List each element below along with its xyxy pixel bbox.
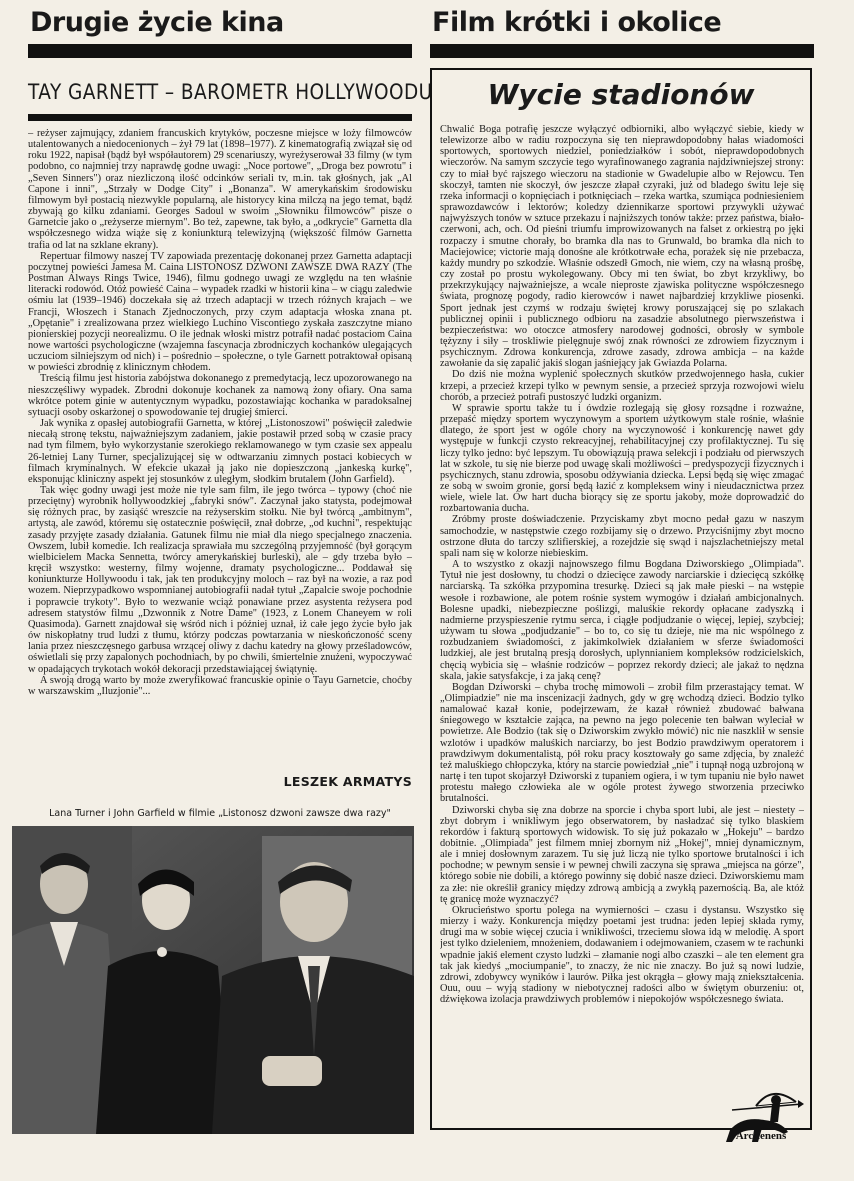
right-paragraph: Bogdan Dziworski – chyba trochę mimowoli – zrobił film przerastający temat. W „Olimpiadzie" nie ma inscenizacji żadnych, gdy w grę wchodzą dzieci. Bodzio tylko namalować kazał konie, podejrzewam, że kazał również zbudować bałwana śniegowego w kształcie zająca, na pewno na jego polecenie ten bałwan wyleciał w powietrze. Ale Bodzio (tak się o Dziworskim zwykło mówić) nic nie naszklił w sensie wzlotów i upadków maluśkich narciarzy, bo jest Bodzio prawdziwym operatorem i prawdziwym dokumentalistą, pół roku pracy kosztowały go same zdjęcia, by znaleźć też maluśkiego chłopczyka, który na starcie powiedział „nie" i tupnął nogą uzbrojoną w nartę i ten tupot skojarzył Dziworski z tupaniem ogiera, i w tym tupaniu nie było nawet protestu małego człowieka ale w ogóle protest żywego stworzenia przeciwko brutalności. (440, 681, 804, 805)
left-article-title-block (28, 74, 433, 110)
section-header-left: Drugie życie kina (30, 7, 284, 38)
left-title-rule (28, 114, 412, 121)
film-still-illustration (12, 826, 414, 1134)
section-header-right: Film krótki i okolice (432, 7, 722, 38)
header-rule-left (28, 44, 412, 58)
left-paragraph: Jak wynika z opasłej autobiografii Garnetta, w której „Listonoszowi" poświęcił zaledwie niecałą stronę tekstu, najważniejszym zadaniem, jakie postawił przed sobą w czasie pracy nad tym filmem, było wykorzystanie szerokiego reklamowanego w tym czasie sex appealu 26-letniej Lany Turner, specjalizującej się w odtwarzaniu zimnych postaci kobiecych w filmach kryminalnych. W efekcie ukazał ją jako nie dopieszczoną „jankeską kurkę", eksponując kliniczny aspekt jej stosunków z uległym, słodkim brutalem (John Garfield). (28, 418, 412, 485)
left-article-body (28, 128, 412, 776)
column-logo-label: Arcitenens (735, 1130, 787, 1142)
header-rule-right (430, 44, 814, 58)
left-paragraph: Treścią filmu jest historia zabójstwa dokonanego z premedytacją, lecz upozorowanego na nieszczęśliwy wypadek. Zbrodni dokonuje kochanek za namową żony ofiary. Ona sama wkrótce potem ginie w autentycznym wypadku, pozostawiając kochanka w paradoksalnej sytuacji osoby oskarżonej o spowodowanie tej drugiej śmierci. (28, 373, 412, 418)
right-paragraph: W sprawie sportu także tu i ówdzie rozlegają się głosy rozsądne i rozważne, przepaść między sportem wyczynowym a sportem użytkowym stale rośnie, właśnie dlatego, że sport jest w ogóle chory na wyczynowość i konkurencję nawet gdy występuje w funkcji czysto rekreacyjnej, rehabilitacyjnej czy profilaktycznej. Tu się liczy tylko jedno: być lepszym. Tu obowiązują prawa selekcji i podziału od pierwszych lat w szkole, tu się nie bierze pod uwagę skali możliwości – predyspozycji fizycznych i psychicznych, stanu zdrowia, sposobu odżywiania dziecka. Lepsi będą się więc zmagać ze sobą w swoim gronie, gorsi będą łazić z kompleksem winy i nieudacznictwa przez wiele, wiele lat. Ów hart ducha biorący się ze sportu jakoby, może doprowadzić do rozbartowania ducha. (440, 402, 804, 515)
film-still-photo (12, 826, 414, 1134)
right-article-title: Wycie stadionów (487, 78, 755, 111)
right-paragraph: Okrucieństwo sportu polega na wymierności – czasu i dystansu. Wszystko się mierzy i waży. Konkurencja między poetami jest trudna: jeden lepiej składa rymy, drugi ma w sobie więcej czucia i wnikliwości, trzeciemu słowa idą w melodię. A sport jest tylko dzieleniem, mnożeniem, dodawaniem i odejmowaniem, czasem w te rachunki wpadnie jakiś element czysto ludzki – złamanie nogi albo czaszki – ale ten element gra tak jak kiedyś „mociumpanie", to znaczy, że nic nie znaczy. Bo już są nowi ludzie, zdrowi, zdobywcy wyników i laurów. Piłka jest okrągła – głowy mają zniekształcenia. Ouu, ouu – wyją stadiony w niebotycznej radości albo w świętym oburzeniu: ot, dźwiękowa izolacja prawdziwych problemów i niepokojów współczesnego świata. (440, 904, 804, 1006)
right-paragraph: Zróbmy proste doświadczenie. Przyciskamy zbyt mocno pedał gazu w naszym samochodzie, w następstwie czego rozbijamy się o drzewo. Przyciśnijmy zbyt mocno ostrzone dłuta do tarczy szlifierskiej, a rozejdzie się swąd i najszlachetniejszy metal spali nam się w kolorze niebieskim. (440, 514, 804, 559)
photo-caption: Lana Turner i John Garfield w filmie „Listonosz dzwoni zawsze dwa razy" (49, 808, 391, 819)
left-paragraph: Repertuar filmowy naszej TV zapowiada prezentację dokonanej przez Garnetta adaptacji poczytnej powieści Jamesa M. Caina LISTONOSZ DZWONI ZAWSZE DWA RAZY (The Postman Always Rings Twice, 1946), filmu godnego uwagi ze względu na ten właśnie literacki rodowód. Otóż powieść Caina – wypadek rzadki w historii kina – w ciągu zaledwie ośmiu lat (1939–1946) doczekała się aż trzech adaptacji w trzech różnych krajach – we Francji, Włoszech i Stanach Zjednoczonych, przy czym adaptacja włoska znana pt. „Opętanie" i zrealizowana przez wielkiego Luchino Viscontiego zyskała zaszczytne miano pionierskiej pozycji neorealizmu. O ile jednak włoski mistrz potrafił nadać postaciom Caina nowe wartości psychologiczne (wzajemna fascynacja zbrodniczych kochanków ulegających uczuciom silniejszym od nich) i – pośrednio – społeczne, o tyle Garnett potraktował opisaną w powieści zbrodnię z klinicznym chłodem. (28, 250, 412, 374)
right-article-body (440, 124, 804, 1124)
right-paragraph: A to wszystko z okazji najnowszego filmu Bogdana Dziworskiego „Olimpiada". Tytuł nie jest dosłowny, tu chodzi o dziecięce zawody narciarskie i dziecięcą szkółkę narciarską. Ta szkółka przypomina tresurkę. Dzieci są jak małe pieski – na wstępie wesołe i rozbawione, ale potem rośnie system wymogów i działań ambicjonalnych. Bolesne upadki, niebezpieczne poślizgi, maluśkie rekordy opłacane zadyszką i nadmierne przyspieszenie rytmu serca, i ciągłe podjudzanie o więcej, lepiej, szybciej; używam tu słowa „podjudzanie" – bo to, co się tu dzieje, nie ma nic wspólnego z rozbudzaniem świadomości, z jakimkolwiek działaniem w sferze świadomości ludzkiej, ale jest brutalną presją dorosłych, uplynnianiem kompleksów rodzicielskich, chęcią wybicia się – właśnie rodziców – poprzez rekordy dzieci; ale jakaż to nędzna skala, jakie satysfakcje, i za jaką cenę? (440, 559, 804, 682)
article-author: LESZEK ARMATYS (283, 774, 412, 789)
left-paragraph: A swoją drogą warto by może zweryfikować francuskie opinie o Tayu Garnetcie, choćby w warszawskim „Iluzjonie"... (28, 674, 412, 697)
left-article-title: TAY GARNETT – BAROMETR HOLLYWOODU (28, 80, 433, 104)
right-paragraph: Do dziś nie można wyplenić społecznych skutków przedwojennego hasła, cukier krzepi, a przecież krzepi tylko w pewnym sensie, a przecież sprzyja rozwojowi wielu chorób, a przecież potrafi pustoszyć ludzki organizm. (440, 369, 804, 403)
right-paragraph: Chwalić Boga potrafię jeszcze wyłączyć odbiorniki, albo wyłączyć siebie, kiedy w telewizorze albo w radiu rozpoczyna się ten nieprawdopodobny hałas wiadomości sportowych, sportowych niedziel, poniedziałków i sobót, nieprawdopodobnych wieczorów. Na samym szczycie tego wyrafinowanego zagrania najdziwniejszej strony: czy to miał być rajszego wieczoru na stadionie w Gwadelupie albo w Rejowcu. Ten skoczył, tamten nie skoczył, ów jeszcze złapał czyraki, już od bladego świtu leje się rzeka informacji o kopnięciach i potknięciach – rzeka wartka, szumiąca podniesieniem sprawozdawców i lektorów; koledzy dziennikarze sportowi przywykli używać najwyższych tonów w sztuce przekazu i najniższych tonów także: przez państwa, biało-czerwoni, ach, och. Od pieśni triumfu improwizowanych na falset z orkiestrą po jęki rozpaczy i smutne chorały, bo bramka dla nas to Grunwald, bo bramka dla nich to Maciejowice; victorie mają donośne ale krótkotrwałe echa, porażek się nie przebacza, każdy mundry po szkodzie. Właśnie odszedł Gmoch, nie wiem, czy na własną prośbę, czy został po prostu wykolegowany. Obcy mi ten świat, bo zbyt krzykliwy, bo przekrzykujący najważniejsze, a wcale nieproste zjawiska polityczne współczesnego świata, prognozę pogody, radio kierowców i nawet najbardziej krzykliwe piosenki. Sport jednak jest czymś w rodzaju świętej krowy poruszającej się po szlakach publicznej opinii i publicznego odbioru na zasadzie absolutnego pierwszeństwa i bezpieczeństwa: wo otoczce atmosfery narodowej godności, obrosły w symbole tężyzny i siły – troskliwie pielęgnuje swój znak równości ze zdrowiem fizycznym i psychicznym. Zdrowa konkurencja, zdrowe zasady, zdrowa ambicja – na każde zawołanie da się zapalić jakiś slogan jaśniejący jak Gwiazda Polarna. (440, 124, 804, 370)
left-paragraph: – reżyser zajmujący, zdaniem francuskich krytyków, poczesne miejsce w loży filmowców utalentowanych a niedocenionych – żył 79 lat (1898–1977). Z kinematografią związał się od roku 1922, napisał (bądź był współautorem) 29 scenariuszy, wyreżyserował 33 filmy (w tym podobno, co najmniej trzy naprawdę godne uwagi: „Noce portowe", „Droga bez powrotu" i „Seven Sinners") oraz niezliczoną ilość odcinków seriali tv, m.in. tak głośnych, jak „Al Capone i inni", „Strzały w Dodge City" i „Bonanza". W amerykańskim środowisku filmowym był postacią niezwykle popularną, ale historycy kina milczą na jego temat, bądź zbywają go kilku zdaniami. Georges Sadoul w swoim „Słowniku filmowców" pisze o Garnetcie jako o „reżyserze miernym". Bo też, zapewne, tak było, a „odkrycie" Garnetta dla współczesnego widza wiąże się z koniunkturą telewizyjną (większość filmów Garnetta trafia od lat na szklane ekrany). (28, 128, 412, 251)
right-paragraph: Dziworski chyba się zna dobrze na sporcie i chyba sport lubi, ale jest – niestety – zbyt dobrym i wnikliwym jego obserwatorem, by nasładzać się tylko blaskiem rekordów i fakturą sportowych widowisk. To się już pokazało w „Hokeju" – bardzo dobitnie. „Olimpiada" jest filmem mniej zbornym niż „Hokej", mniej dynamicznym, ale i mniej dosłownym zarazem. Tu się już liczą nie tylko sportowe brutalności i ich pochodne; w pewnym sensie i w pewnej chwili zaczyna się sprawa „miejsca na górze", którego sobie nie dobili, a którego powinny się dobić nasze dzieci. Dziworskiemu mam za złe: nie określił granicy między zdrową ambicją a zwykłą pazernością. Ba, ale któż tę granicę może wyznaczyć? (440, 804, 804, 905)
left-paragraph: Tak więc godny uwagi jest może nie tyle sam film, ile jego twórca – typowy (choć nie przeciętny) wyrobnik hollywoodzkiej „fabryki snów". Zaczynał jako statysta, podejmował się różnych prac, by zasiąść wreszcie na reżyserskim stołku. Nie był twórcą „ambitnym", artystą, ale zawód, któremu się ostatecznie poświęcił, znał dobrze, „od kuchni", respektując zasady przyjęte zasady działania. Gatunek filmu nie miał dla niego specjalnego znaczenia. Owszem, lubił komedie. Ich realizacja sprawiała mu szczególną przyjemność (był gorącym wielbicielem Macka Sennetta, twórcy amerykańskiej burleski), ale – gdy trzeba było – kręcił wszystko: westerny, filmy wojenne, dramaty psychologiczne... Poddawał się koniunkturze Hollywoodu i tak, jak ten produkcyjny moloch – raz był na wozie, a raz pod wozem. Nieprzypadkowo wspomnianej autobiografii nadał tytuł „Zapalcie swoje pochodnie i poprawcie trykoty". Było to wezwanie wciąż ponawiane przez asystenta reżysera pod adresem statystów filmu „Dzwonnik z Notre Dame" (1923, z Lonem Chaneyem w roli Quasimoda). Garnett znajdował się wśród nich i później uznał, iż całe jego życie było jak ów niskopłatny trud ludzi z tłumu, którzy podczas powtarzania w nieskończoność sceny lania przez nieszczęsnego garbusa wrzącej oliwy z dachu katedry na głowy prześladowców, oświetlali się przy zapalonych pochodniach, by po chwili, śmiertelnie znużeni, wypoczywać w opadających trykotach wokół dekoracji przedstawiającej świątynię. (28, 485, 412, 675)
